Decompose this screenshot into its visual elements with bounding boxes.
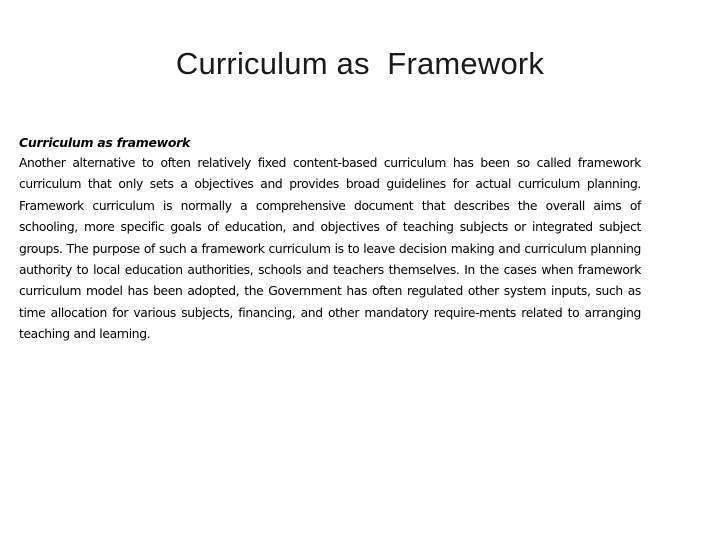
slide-title: Curriculum as Framework [175,46,545,81]
excerpt-heading: Curriculum as framework [19,135,191,150]
excerpt-body: Another alternative to often relatively fixed content-based curriculum has been so called framework curriculum that only sets a objectives and provides broad guidelines for actual curriculum planning. Framework curriculum is normally a comprehensive document that describes the overall aims of schooling, more specific goals of education, and objectives of teaching subjects or integrated subject groups. The purpose of such a framework curriculum is to leave decision making and curriculum planning authority to local education authorities, schools and teachers themselves. In the cases when framework curriculum model has been adopted, the Government has often regulated other system inputs, such as time allocation for various subjects, financing, and other mandatory require-ments related to arranging teaching and learning. [19,156,641,342]
scanned-text-excerpt [19,133,641,346]
